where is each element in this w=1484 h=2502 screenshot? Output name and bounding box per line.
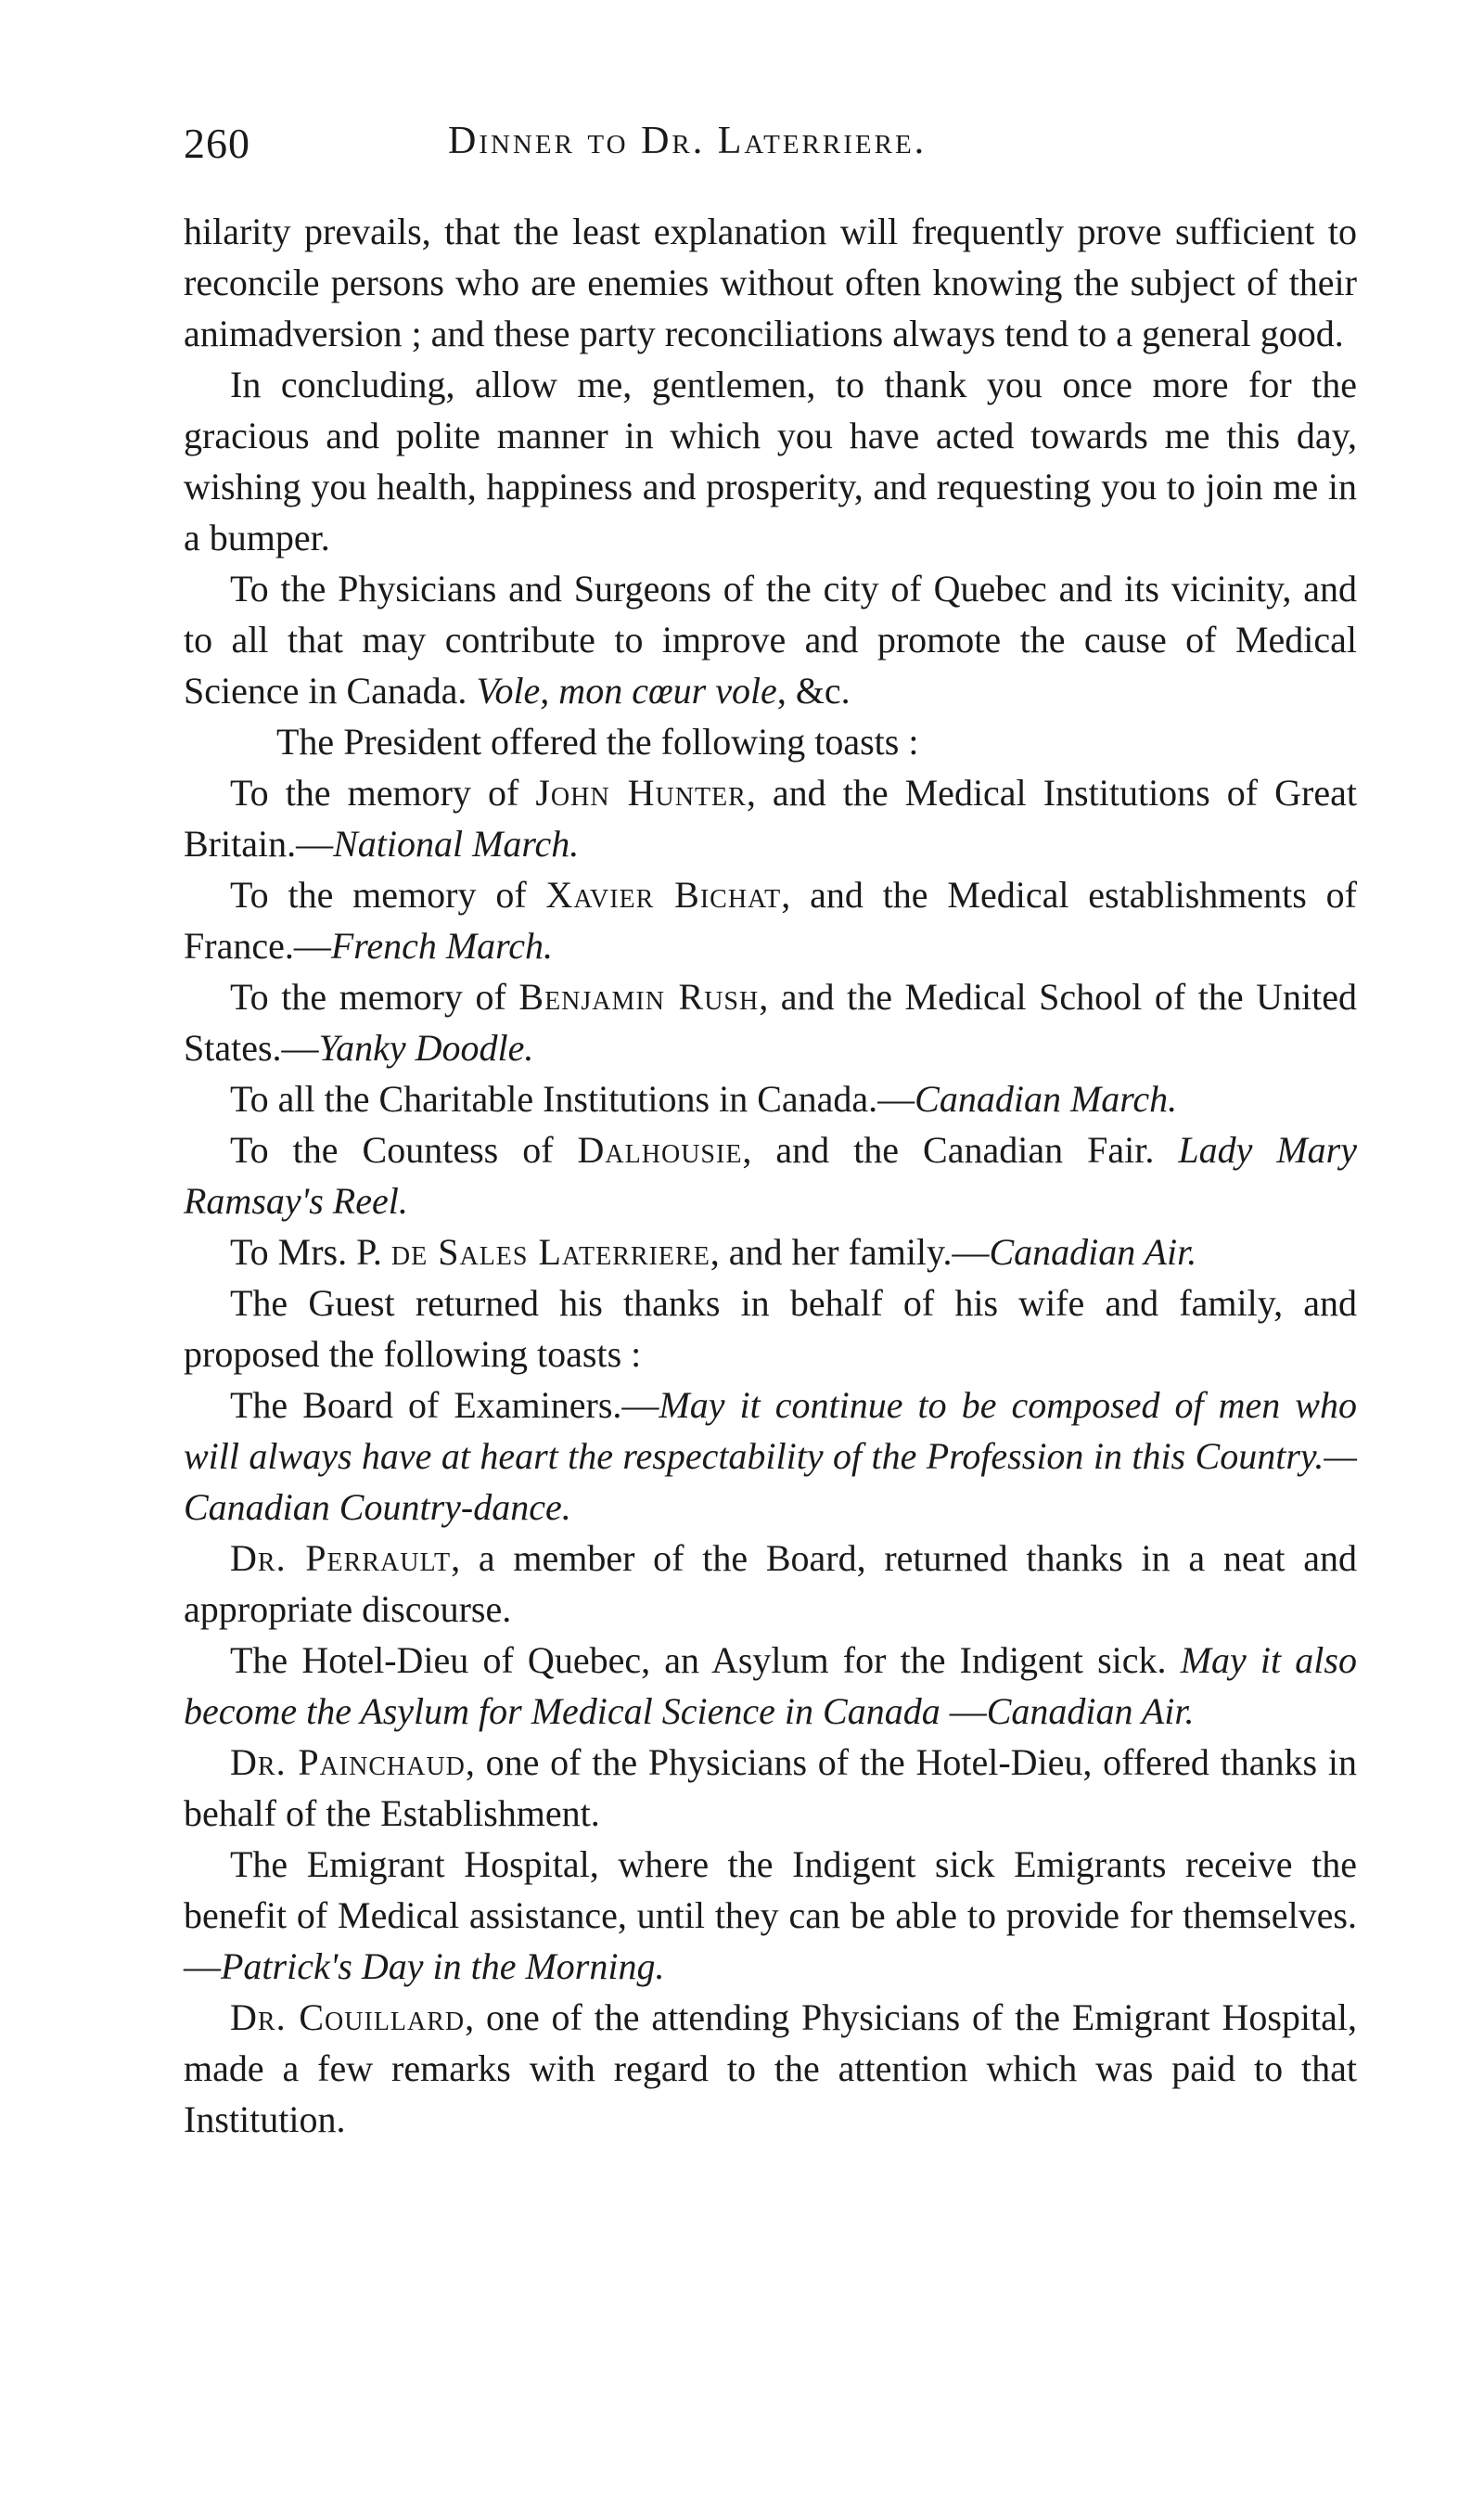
text-segment: To the memory of (230, 772, 536, 814)
text-segment: To all the Charitable Institutions in Canada.— (230, 1078, 915, 1120)
name-small-caps: Dr. Couillard (230, 1996, 466, 2038)
text-segment: , and the Medical establishments of France.— (184, 874, 1357, 967)
text-segment: , a member of the Board, returned thanks in a neat and appropriate discourse. (184, 1537, 1358, 1630)
paragraph-p10 (184, 1226, 1357, 1277)
text-segment: , and the Medical Institutions of Great Britain.— (184, 772, 1357, 865)
name-small-caps: Dr. Painchaud (230, 1741, 466, 1783)
name-small-caps: Benjamin Rush (518, 976, 760, 1018)
paragraph-p17 (184, 1992, 1357, 2145)
paragraph-p15 (184, 1737, 1357, 1839)
paragraph-p9 (184, 1124, 1357, 1226)
italic-text: Canadian March. (915, 1078, 1178, 1120)
name-small-caps: Dr. Perrault (230, 1537, 452, 1579)
text-segment: The Board of Examiners.— (230, 1384, 659, 1426)
italic-text: Lady Mary Ramsay's Reel. (184, 1129, 1358, 1222)
text-segment: , and her family.— (710, 1231, 990, 1273)
text-segment: To the Countess of (230, 1129, 578, 1171)
paragraph-p7 (184, 971, 1357, 1073)
paragraph-p14 (184, 1635, 1357, 1737)
paragraph-p2 (184, 359, 1357, 563)
italic-text: French March. (330, 925, 554, 967)
italic-text: May it also become the Asylum for Medical Science in Canada (184, 1639, 1357, 1732)
body-text (184, 206, 1357, 2145)
text-segment: The Guest returned his thanks in behalf of his wife and family, and proposed the following toasts : (184, 1282, 1357, 1375)
text-segment: In concluding, allow me, gentlemen, to thank you once more for the gracious and polite manner in which you have acted towards me this day, wishing you health, happiness and prosperity, and requesting you to join me in a bumper. (184, 364, 1357, 558)
paragraph-p16 (184, 1839, 1357, 1992)
text-segment: To the memory of (230, 874, 546, 916)
paragraph-p8 (184, 1073, 1357, 1124)
text-segment: , one of the attending Physicians of the Emigrant Hospital, made a few remarks with regard to the attention which was paid to that Institution. (184, 1996, 1357, 2140)
italic-text: May it continue to be composed of men who will always have at heart the respectability of the Profession in this Country.—Canadian Country-dance. (184, 1384, 1357, 1528)
italic-text: Canadian Air. (989, 1231, 1197, 1273)
italic-text: Yanky Doodle. (318, 1027, 534, 1069)
text-segment: hilarity prevails, that the least explanation will frequently prove sufficient to reconcile persons who are enemies without often knowing the subject of their animadversion ; and these party reconciliations always tend to a general good. (184, 211, 1357, 354)
paragraph-p12 (184, 1379, 1357, 1533)
text-segment: , one of the Physicians of the Hotel-Dieu, offered thanks in behalf of the Establishment. (184, 1741, 1357, 1834)
italic-text: Canadian Air. (986, 1690, 1195, 1732)
paragraph-p6 (184, 869, 1357, 971)
text-segment: To the memory of (230, 976, 519, 1018)
text-segment: The President offered the following toasts : (276, 721, 919, 763)
paragraph-p1 (184, 206, 1357, 359)
text-segment: , &c. (776, 670, 851, 712)
text-segment: To Mrs. P. (230, 1231, 391, 1273)
text-segment: The Hotel-Dieu of Quebec, an Asylum for the Indigent sick. (230, 1639, 1181, 1681)
text-segment: , and the Medical School of the United States.— (184, 976, 1357, 1069)
name-small-caps: John Hunter (535, 772, 747, 814)
paragraph-p4 (184, 716, 1357, 767)
name-small-caps: Xavier Bichat (545, 874, 782, 916)
name-small-caps: Dalhousie (577, 1129, 743, 1171)
text-segment: To the Physicians and Surgeons of the city of Quebec and its vicinity, and to all that may contribute to improve and promote the cause of Medical Science in Canada. (184, 568, 1357, 712)
italic-text: National March. (333, 823, 580, 865)
running-title: Dinner to Dr. Laterriere. (448, 120, 928, 162)
paragraph-p3 (184, 563, 1357, 716)
text-segment: The Emigrant Hospital, where the Indigent sick Emigrants receive the benefit of Medical assistance, until they can be able to provide for themselves.— (184, 1843, 1357, 1987)
italic-text: Vole, mon cœur vole (476, 670, 777, 712)
name-small-caps: de Sales Laterriere (390, 1231, 710, 1273)
paragraph-p13 (184, 1533, 1357, 1635)
italic-text: Patrick's Day in the Morning. (221, 1945, 665, 1987)
paragraph-p11 (184, 1277, 1357, 1379)
running-head (184, 119, 1357, 174)
paragraph-p5 (184, 767, 1357, 869)
page-number: 260 (184, 120, 250, 167)
text-segment: — (940, 1690, 987, 1732)
text-segment: , and the Canadian Fair. (742, 1129, 1179, 1171)
